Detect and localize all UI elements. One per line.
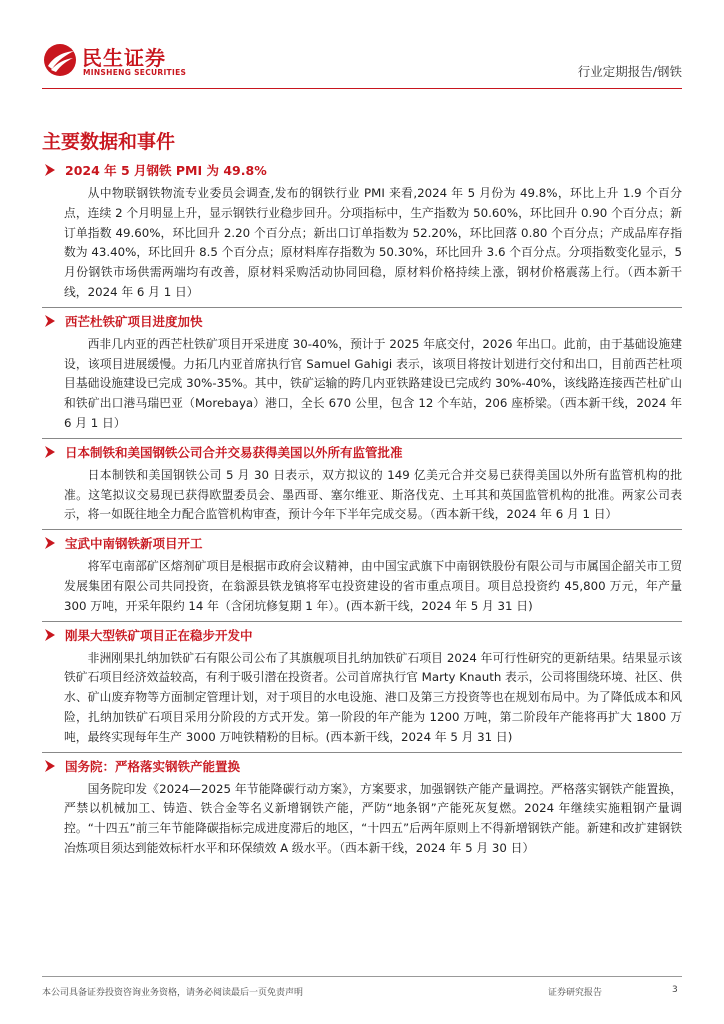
report-type: 行业定期报告/钢铁 (577, 64, 682, 79)
footer-divider (42, 976, 682, 977)
news-title (42, 161, 682, 179)
news-body: 非洲刚果扎纳加铁矿石有限公司公布了其旗舰项目扎纳加铁矿石项目 2024 年可行性研究的更新结果。结果显示该铁矿石项目经济效益较高，有利于吸引潜在投资者。公司首席执行官 Marty Knauth 表示，公司将围绕环境、社区、供水、矿山废弃物等方面制定管理计划，对于项目的水电设施、港口及第三方投资等也在规划布局中。为了降低成本和风险，扎纳加铁矿石项目采用分阶段的方式开发。第一阶段的年产能为 1200 万吨，第二阶段年产能将再扩大 1800 万吨，最终实现每年生产 3000 万吨铁精粉的目标。(西本新干线，2024 年 5 月 31 日) (64, 650, 682, 744)
news-title (42, 534, 682, 552)
news-title-text: 刚果大型铁矿项目正在稳步开发中 (65, 627, 253, 643)
news-body: 日本制铁和美国钢铁公司 5 月 30 日表示，双方拟议的 149 亿美元合并交易已获得美国以外所有监管机构的批准。这笔拟议交易现已获得欧盟委员会、墨西哥、塞尔维亚、斯洛伐克、土耳其和英国监管机构的批准。两家公司表示，将一如既往地全力配合监管机构审查，预计今年下半年完成交易。（西本新干线，2024 年 6 月 1 日） (64, 467, 682, 522)
header-divider (42, 88, 682, 89)
news-title (42, 626, 682, 644)
news-title (42, 312, 682, 330)
arrow-bullet-icon (45, 760, 55, 772)
footer-label: 证券研究报告 (548, 988, 603, 998)
news-title (42, 757, 682, 775)
news-title-text: 国务院：严格落实钢铁产能置换 (65, 758, 241, 774)
news-divider (42, 752, 682, 753)
news-title (42, 443, 682, 461)
arrow-bullet-icon (45, 164, 55, 176)
news-divider (42, 621, 682, 622)
news-body: 从中物联钢铁物流专业委员会调查,发布的钢铁行业 PMI 来看,2024 年 5 月份为 49.8%，环比上升 1.9 个百分点，连续 2 个月明显上升，显示钢铁行业稳步回升。分项指标中，生产指数为 50.60%，环比回升 0.90 个百分点；新订单指数 49.60%，环比回升 2.20 个百分点；新出口订单指数为 52.20%，环比回落 0.80 个百分点；产成品库存指数为 43.40%，环比回升 8.5 个百分点；原材料库存指数为 50.30%，环比回升 3.6 个百分点。分项指数变化显示，5 月份钢铁市场供需两端均有改善，原材料采购活动协同回稳，原材料价格持续上涨，钢材价格震荡上行。（西本新干线，2024 年 6 月 1 日） (64, 186, 682, 299)
arrow-bullet-icon (45, 446, 55, 458)
news-divider (42, 307, 682, 308)
arrow-bullet-icon (45, 629, 55, 641)
logo-text-en: MINSHENG SECURITIES (83, 68, 187, 77)
news-list (42, 157, 682, 863)
arrow-bullet-icon (45, 537, 55, 549)
news-divider (42, 529, 682, 530)
footer-disclaimer: 本公司具备证券投资咨询业务资格，请务必阅读最后一页免责声明 (42, 988, 304, 998)
minsheng-logo-icon (42, 42, 78, 78)
news-divider (42, 438, 682, 439)
news-title-text: 宝武中南钢铁新项目开工 (65, 536, 203, 552)
news-body: 国务院印发《2024—2025 年节能降碳行动方案》，方案要求，加强钢铁产能产量调控。严格落实钢铁产能置换，严禁以机械加工、铸造、铁合金等名义新增钢铁产能，严防“地条钢”产能死灰复燃。2024 年继续实施粗钢产量调控。“十四五”前三年节能降碳指标完成进度滞后的地区，“十四五”后两年原则上不得新增钢铁产能。新建和改扩建钢铁冶炼项目须达到能效标杆水平和环保绩效 A 级水平。（西本新干线，2024 年 5 月 30 日） (64, 781, 682, 855)
news-body: 西非几内亚的西芒杜铁矿项目开采进度 30-40%，预计于 2025 年底交付，2026 年出口。此前，由于基础设施建设，该项目进展缓慢。力拓几内亚首席执行官 Samuel Gahigi 表示，该项目将按计划进行交付和出口，目前西芒杜项目基础设施建设已完成 30%-35%。其中，铁矿运输的跨几内亚铁路建设已完成约 30%-40%，该线路连接西芒杜矿山和铁矿出口港马瑞巴亚（Morebaya）港口，全长 670 公里，包含 12 个车站，206 座桥梁。（西本新干线，2024 年 6 月 1 日） (64, 336, 682, 430)
logo-text-cn: 民生证券 (82, 46, 166, 70)
section-title: 主要数据和事件 (42, 131, 176, 153)
news-title-text: 2024 年 5 月钢铁 PMI 为 49.8% (65, 163, 267, 178)
news-title-text: 西芒杜铁矿项目进度加快 (65, 313, 203, 329)
news-title-text: 日本制铁和美国钢铁公司合并交易获得美国以外所有监管批准 (65, 444, 403, 460)
page-header (42, 40, 682, 86)
news-body: 将军屯南部矿区熔剂矿项目是根据市政府会议精神，由中国宝武旗下中南钢铁股份有限公司与市属国企韶关市工贸发展集团有限公司共同投资，在翁源县铁龙镇将军屯投资建设的省市重点项目。项目总投资约 45,800 万元，年产量 300 万吨，开采年限约 14 年（含闭坑修复期 1 年）。(西本新干线，2024 年 5 月 31 日) (64, 559, 682, 613)
arrow-bullet-icon (45, 315, 55, 327)
page-number: 3 (672, 985, 678, 995)
